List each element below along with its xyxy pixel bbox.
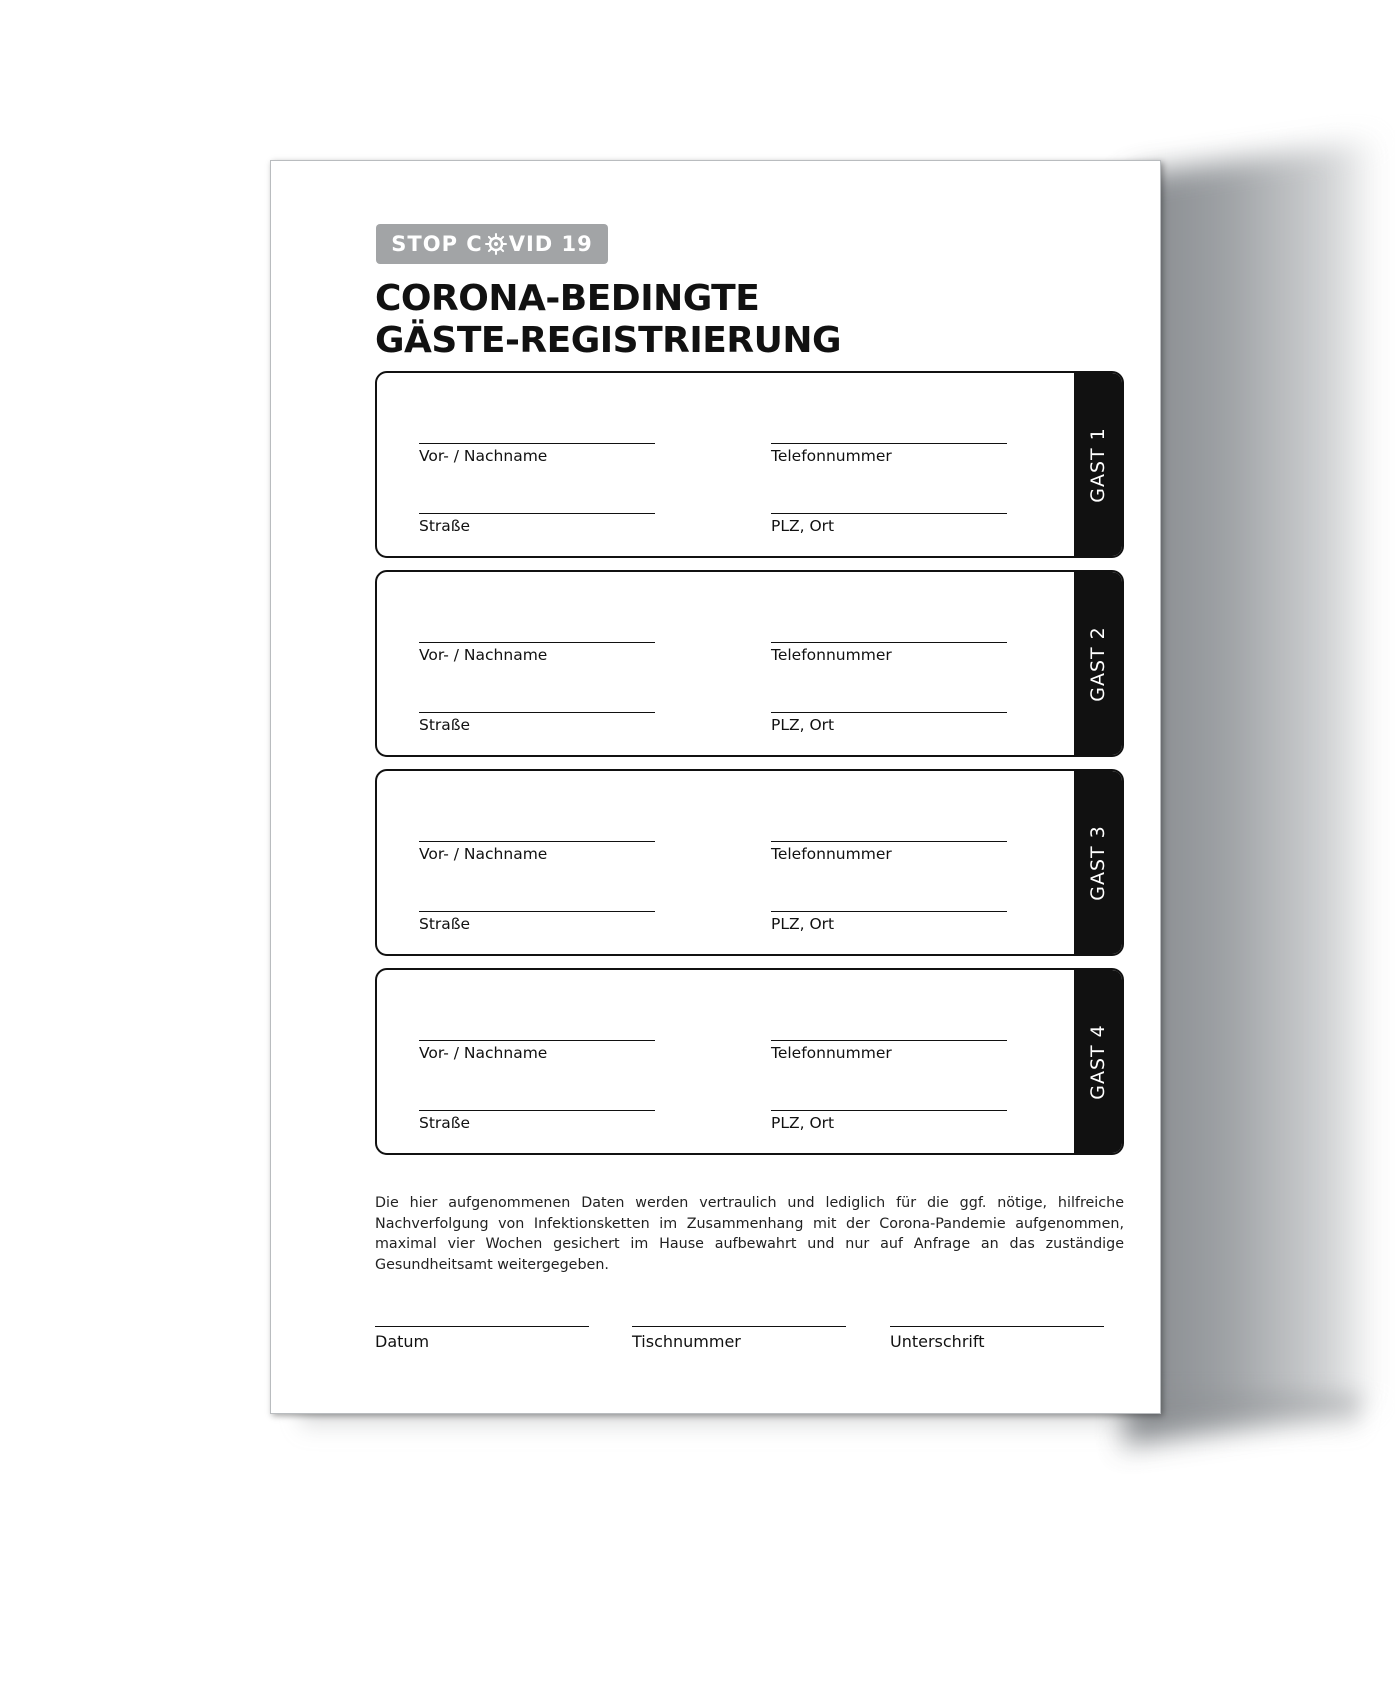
signature-line[interactable] xyxy=(890,1326,1104,1327)
badge-text-end: VID 19 xyxy=(508,232,593,256)
street-label: Straße xyxy=(419,517,471,535)
title-line-2: GÄSTE-REGISTRIERUNG xyxy=(375,320,842,361)
guest-2-tab xyxy=(1074,572,1122,755)
city-line[interactable] xyxy=(771,712,1007,713)
signature-label: Unterschrift xyxy=(890,1332,985,1351)
guest-4-name-field[interactable] xyxy=(419,1040,655,1062)
guest-3-name-field[interactable] xyxy=(419,841,655,863)
street-line[interactable] xyxy=(419,513,655,514)
sheet-shadow xyxy=(1125,139,1380,1445)
guest-3-street-field[interactable] xyxy=(419,911,655,933)
street-line[interactable] xyxy=(419,1110,655,1111)
phone-line[interactable] xyxy=(771,443,1007,444)
name-label: Vor- / Nachname xyxy=(419,845,548,863)
guest-2-tab-label: GAST 2 xyxy=(1087,625,1110,702)
guest-1-tab-label: GAST 1 xyxy=(1087,426,1110,503)
phone-label: Telefonnummer xyxy=(771,845,892,863)
privacy-disclaimer: Die hier aufgenommenen Daten werden vertraulich und lediglich für die ggf. nötige, hilfreiche Nachverfolgung von Infektionsketten im Zusammenhang mit der Corona-Pandemie aufgenommen, maximal vier Wochen gesichert im Hause aufbewahrt und nur auf Anfrage an das zuständige Gesundheitsamt weitergegeben. xyxy=(375,1195,1124,1273)
guest-1-city-field[interactable] xyxy=(771,513,1007,535)
city-label: PLZ, Ort xyxy=(771,915,835,933)
street-label: Straße xyxy=(419,1114,471,1132)
guest-2-street-field[interactable] xyxy=(419,712,655,734)
stop-covid-badge xyxy=(376,224,608,264)
date-label: Datum xyxy=(375,1332,430,1351)
name-label: Vor- / Nachname xyxy=(419,447,548,465)
guest-1-name-field[interactable] xyxy=(419,443,655,465)
signature-field[interactable] xyxy=(890,1326,1104,1351)
guest-card-2 xyxy=(375,570,1124,757)
name-label: Vor- / Nachname xyxy=(419,1044,548,1062)
coronavirus-icon xyxy=(485,233,507,255)
guest-2-city-field[interactable] xyxy=(771,712,1007,734)
phone-label: Telefonnummer xyxy=(771,1044,892,1062)
guest-card-1 xyxy=(375,371,1124,558)
guest-1-phone-field[interactable] xyxy=(771,443,1007,465)
guest-3-tab-label: GAST 3 xyxy=(1087,824,1110,901)
guest-4-phone-field[interactable] xyxy=(771,1040,1007,1062)
guest-1-street-field[interactable] xyxy=(419,513,655,535)
name-line[interactable] xyxy=(419,841,655,842)
guest-4-tab-label: GAST 4 xyxy=(1087,1023,1110,1100)
page-title xyxy=(375,278,841,362)
phone-line[interactable] xyxy=(771,1040,1007,1041)
city-line[interactable] xyxy=(771,1110,1007,1111)
table-number-field[interactable] xyxy=(632,1326,846,1351)
name-line[interactable] xyxy=(419,1040,655,1041)
guest-4-street-field[interactable] xyxy=(419,1110,655,1132)
guest-card-3 xyxy=(375,769,1124,956)
name-line[interactable] xyxy=(419,642,655,643)
guest-4-tab xyxy=(1074,970,1122,1153)
title-line-1: CORONA-BEDINGTE xyxy=(375,278,760,319)
name-line[interactable] xyxy=(419,443,655,444)
city-line[interactable] xyxy=(771,513,1007,514)
name-label: Vor- / Nachname xyxy=(419,646,548,664)
city-label: PLZ, Ort xyxy=(771,517,835,535)
phone-label: Telefonnummer xyxy=(771,447,892,465)
city-label: PLZ, Ort xyxy=(771,1114,835,1132)
city-line[interactable] xyxy=(771,911,1007,912)
guest-card-4 xyxy=(375,968,1124,1155)
date-line[interactable] xyxy=(375,1326,589,1327)
badge-text-start: STOP C xyxy=(391,232,483,256)
street-label: Straße xyxy=(419,716,471,734)
table-number-label: Tischnummer xyxy=(632,1332,741,1351)
street-label: Straße xyxy=(419,915,471,933)
phone-line[interactable] xyxy=(771,841,1007,842)
guest-4-city-field[interactable] xyxy=(771,1110,1007,1132)
table-number-line[interactable] xyxy=(632,1326,846,1327)
guest-1-tab xyxy=(1074,373,1122,556)
guest-2-name-field[interactable] xyxy=(419,642,655,664)
guest-2-phone-field[interactable] xyxy=(771,642,1007,664)
phone-label: Telefonnummer xyxy=(771,646,892,664)
registration-sheet xyxy=(270,160,1161,1414)
guest-3-city-field[interactable] xyxy=(771,911,1007,933)
date-field[interactable] xyxy=(375,1326,589,1351)
phone-line[interactable] xyxy=(771,642,1007,643)
street-line[interactable] xyxy=(419,911,655,912)
city-label: PLZ, Ort xyxy=(771,716,835,734)
guest-3-tab xyxy=(1074,771,1122,954)
street-line[interactable] xyxy=(419,712,655,713)
guest-3-phone-field[interactable] xyxy=(771,841,1007,863)
